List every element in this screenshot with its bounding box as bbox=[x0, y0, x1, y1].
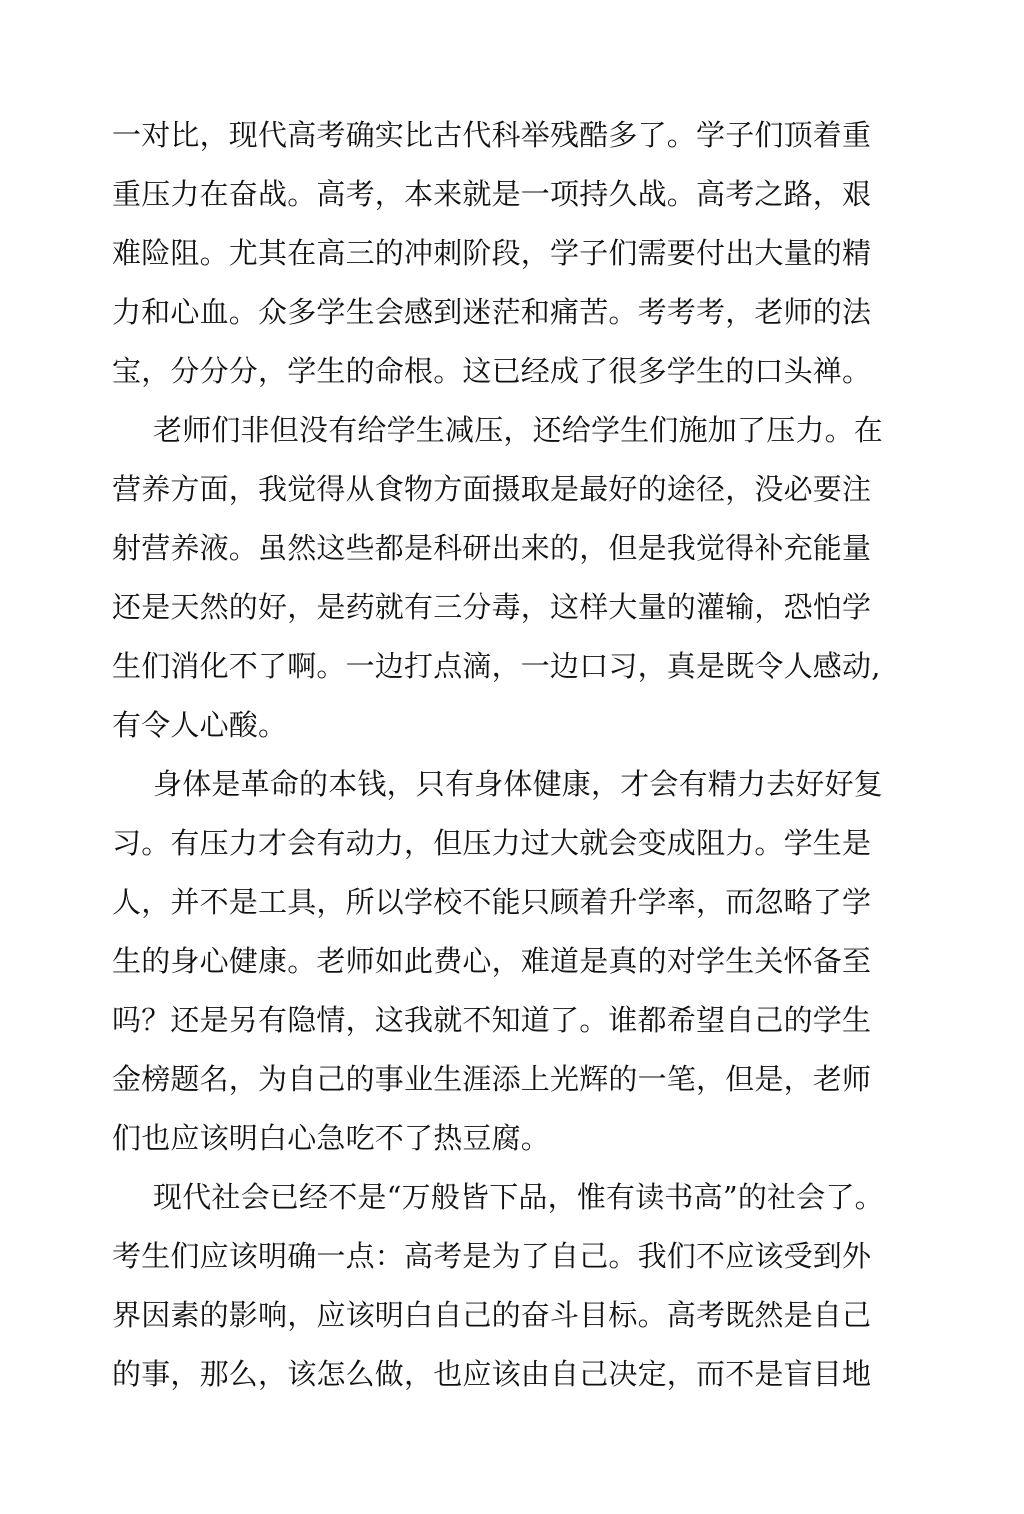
text-line-22: 的事，那么，该怎么做，也应该由自己决定，而不是盲目地 bbox=[112, 1357, 872, 1391]
text-line-13: 习。有压力才会有动力，但压力过大就会变成阻力。学生是 bbox=[112, 826, 872, 860]
paragraph-start-line: 老师们非但没有给学生减压，还给学生们施加了压力。在 bbox=[153, 413, 884, 447]
text-line-2: 重压力在奋战。高考，本来就是一项持久战。高考之路，艰 bbox=[112, 177, 872, 211]
text-line-15: 生的身心健康。老师如此费心，难道是真的对学生关怀备至 bbox=[112, 944, 872, 978]
text-line-16: 吗？还是另有隐情，这我就不知道了。谁都希望自己的学生 bbox=[112, 1003, 872, 1037]
paragraph-start-line: 现代社会已经不是“万般皆下品，惟有读书高”的社会了。 bbox=[153, 1180, 884, 1214]
text-line-8: 射营养液。虽然这些都是科研出来的，但是我觉得补充能量 bbox=[112, 531, 872, 565]
text-line-7: 营养方面，我觉得从食物方面摄取是最好的途径，没必要注 bbox=[112, 472, 872, 506]
text-line-10: 生们消化不了啊。一边打点滴，一边口习，真是既令人感动, bbox=[112, 649, 881, 683]
text-line-11: 有令人心酸。 bbox=[112, 708, 288, 742]
text-line-4: 力和心血。众多学生会感到迷茫和痛苦。考考考，老师的法 bbox=[112, 295, 872, 329]
text-line-9: 还是天然的好，是药就有三分毒，这样大量的灌输，恐怕学 bbox=[112, 590, 872, 624]
paragraph-start-line: 身体是革命的本钱，只有身体健康，才会有精力去好好复 bbox=[153, 767, 884, 801]
text-line-17: 金榜题名，为自己的事业生涯添上光辉的一笔，但是，老师 bbox=[112, 1062, 872, 1096]
text-line-20: 考生们应该明确一点：高考是为了自己。我们不应该受到外 bbox=[112, 1239, 872, 1273]
text-line-21: 界因素的影响，应该明白自己的奋斗目标。高考既然是自己 bbox=[112, 1298, 872, 1332]
text-line-3: 难险阻。尤其在高三的冲刺阶段，学子们需要付出大量的精 bbox=[112, 236, 872, 270]
text-line-18: 们也应该明白心急吃不了热豆腐。 bbox=[112, 1121, 551, 1155]
text-line-14: 人，并不是工具，所以学校不能只顾着升学率，而忽略了学 bbox=[112, 885, 872, 919]
text-line-1: 一对比，现代高考确实比古代科举残酷多了。学子们顶着重 bbox=[112, 118, 872, 152]
text-line-5: 宝，分分分，学生的命根。这已经成了很多学生的口头禅。 bbox=[112, 354, 872, 388]
